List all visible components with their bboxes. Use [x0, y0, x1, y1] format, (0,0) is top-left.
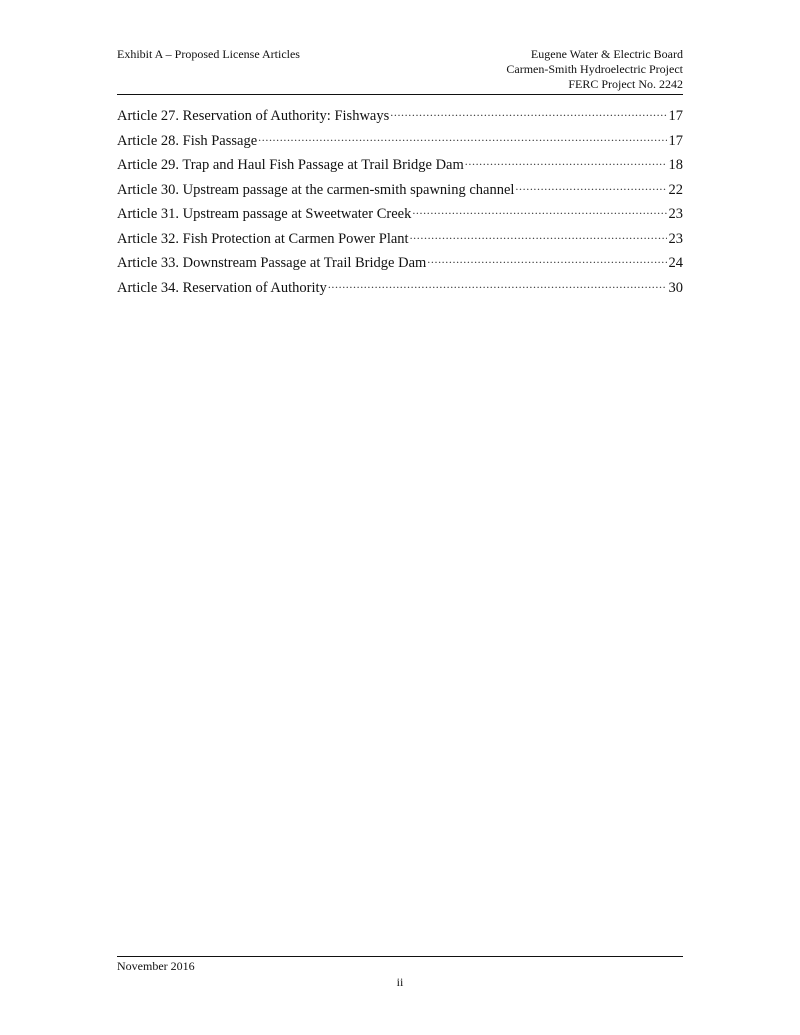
toc-entry-page: 17 — [668, 108, 683, 124]
header-organization: Eugene Water & Electric Board — [530, 47, 683, 61]
toc-entry[interactable] — [117, 180, 683, 205]
header-project-info — [506, 47, 683, 92]
toc-dot-leader — [515, 180, 666, 194]
toc-dot-leader — [258, 131, 666, 145]
toc-entry-page: 17 — [668, 132, 683, 149]
toc-entry-page: 22 — [668, 181, 683, 198]
footer-divider — [117, 956, 683, 957]
toc-entry[interactable] — [117, 155, 683, 180]
toc-entry-page: 30 — [668, 279, 683, 296]
toc-entry-title: Article 31. Upstream passage at Sweetwater Creek — [117, 206, 412, 222]
toc-entry-page: 18 — [668, 157, 683, 173]
toc-entry[interactable] — [117, 106, 683, 131]
table-of-contents — [117, 106, 683, 302]
toc-entry[interactable] — [117, 229, 683, 254]
toc-dot-leader — [328, 278, 667, 292]
toc-entry[interactable] — [117, 131, 683, 156]
toc-dot-leader — [410, 229, 667, 243]
footer-date: November 2016 — [117, 959, 195, 973]
toc-dot-leader — [390, 106, 666, 120]
toc-entry-page: 23 — [668, 230, 683, 247]
header-divider — [117, 94, 683, 95]
toc-entry-title: Article 28. Fish Passage — [117, 132, 258, 149]
toc-entry-title: Article 34. Reservation of Authority — [117, 279, 327, 296]
toc-entry-title: Article 27. Reservation of Authority: Fishways — [117, 108, 390, 124]
toc-entry-title: Article 29. Trap and Haul Fish Passage at Trail Bridge Dam — [117, 157, 464, 173]
toc-entry-title: Article 30. Upstream passage at the carmen-smith spawning channel — [117, 181, 515, 198]
toc-entry[interactable] — [117, 278, 683, 303]
toc-dot-leader — [427, 253, 666, 267]
toc-dot-leader — [465, 155, 667, 169]
toc-entry-title: Article 33. Downstream Passage at Trail Bridge Dam — [117, 255, 427, 271]
toc-entry[interactable] — [117, 204, 683, 229]
header-project-name: Carmen-Smith Hydroelectric Project — [506, 62, 683, 76]
header-project-number: FERC Project No. 2242 — [568, 77, 683, 91]
toc-entry-page: 24 — [668, 255, 683, 271]
header-document-title: Exhibit A – Proposed License Articles — [117, 47, 300, 61]
toc-entry-title: Article 32. Fish Protection at Carmen Power Plant — [117, 230, 409, 247]
footer-page-number: ii — [396, 975, 404, 989]
toc-entry-page: 23 — [668, 206, 683, 222]
toc-dot-leader — [412, 204, 666, 218]
toc-entry[interactable] — [117, 253, 683, 278]
